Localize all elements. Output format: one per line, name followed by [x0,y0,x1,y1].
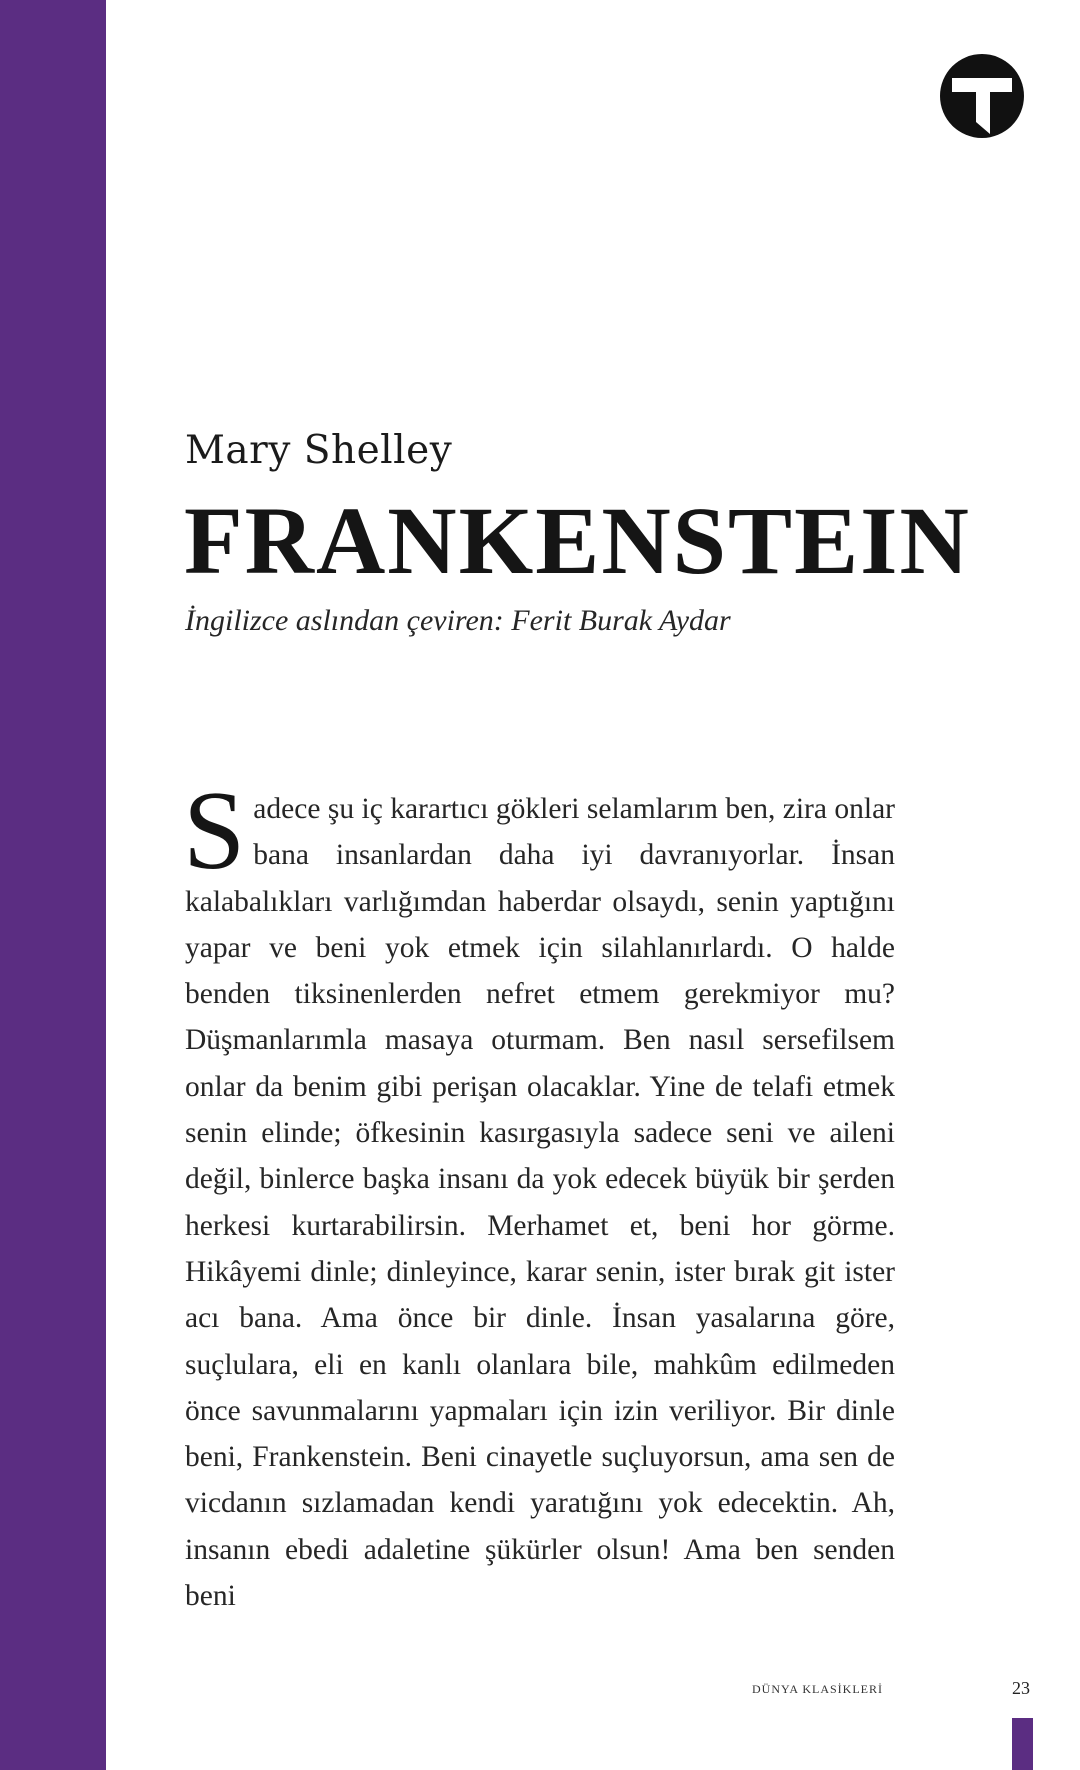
author-name: Mary Shelley [185,428,453,473]
translator-credit: İngilizce aslından çeviren: Ferit Burak Aydar [185,604,731,637]
series-name: DÜNYA KLASİKLERİ [752,1682,883,1696]
purple-page-tab [1012,1718,1033,1770]
drop-cap-letter: S [183,769,246,893]
excerpt-paragraph [183,769,895,1619]
publisher-logo-icon [938,52,1026,140]
purple-spine-band [0,0,106,1770]
excerpt-text: adece şu iç karartıcı gökleri selamlarım ben, zira onlar bana insanlardan daha iyi davranıyorlar. İnsan kalabalıkları varlığımdan haberdar olsaydı, senin yaptığını yapar ve beni yok etmek için silahlanırlardı. O halde benden tiksinenlerden nefret etmem gerekmiyor mu? Düşmanlarımla masaya oturmam. Ben nasıl sersefilsem onlar da benim gibi perişan olacaklar. Yine de telafi etmek senin elinde; öfkesinin kasırgasıyla sadece seni ve aileni değil, binlerce başka insanı da yok edecek büyük bir şerden herkesi kurtarabilirsin. Merhamet et, beni hor görme. Hikâyemi dinle; dinleyince, karar senin, ister bırak git ister acı bana. Ama önce bir dinle. İnsan yasalarına göre, suçlulara, eli en kanlı olanlara bile, mahkûm edilmeden önce savunmalarını yapmaları için izin veriliyor. Bir dinle beni, Frankenstein. Beni cinayetle suçluyorsun, ama sen de vicdanın sızlamadan kendi yaratığını yok edecektin. Ah, insanın ebedi adaletine şükürler olsun! Ama ben senden beni [185,793,895,1613]
page-number: 23 [1012,1678,1030,1698]
book-title: FRANKENSTEIN [184,487,971,594]
